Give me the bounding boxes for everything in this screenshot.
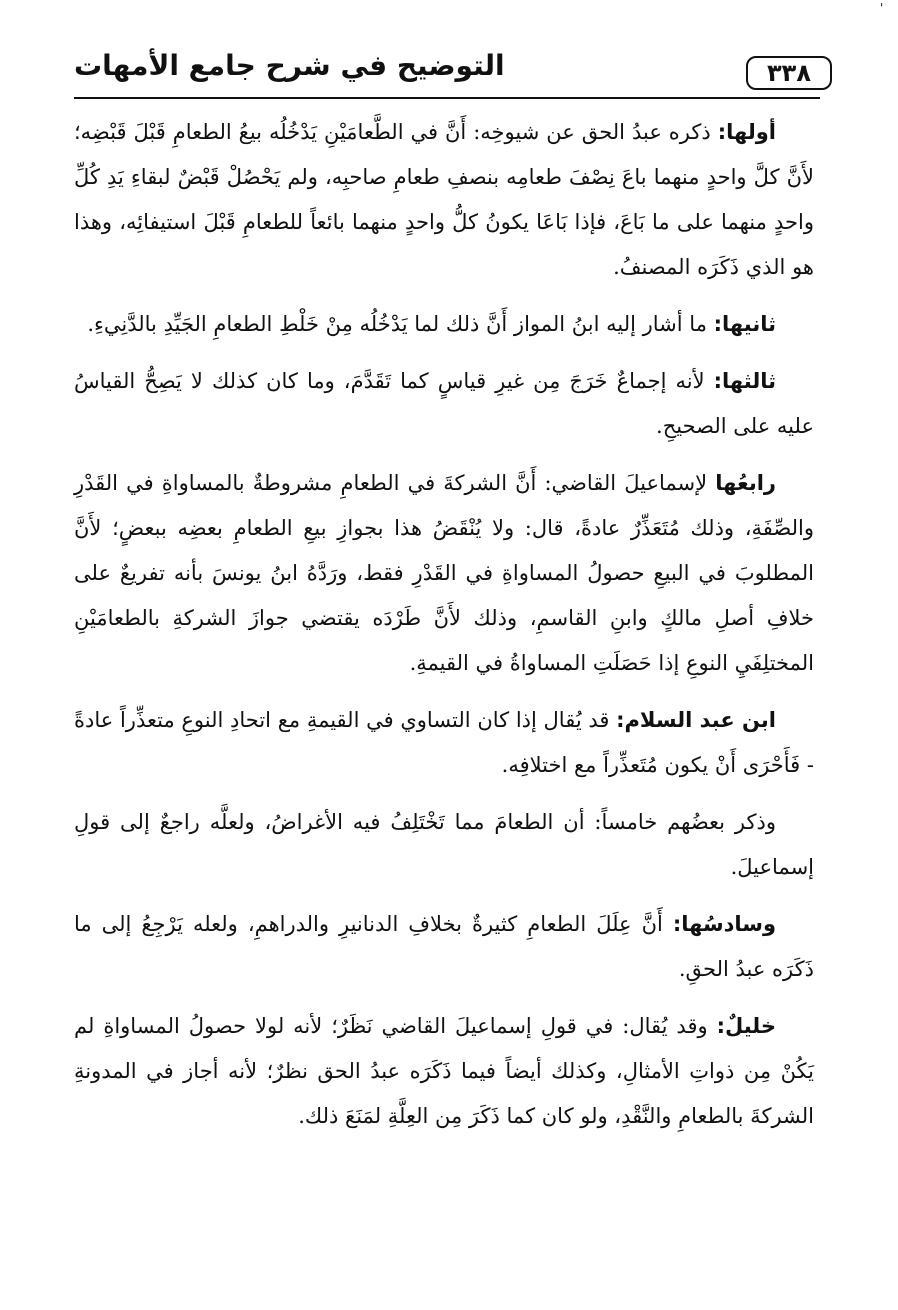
paragraph-lead: أولها: bbox=[717, 120, 776, 144]
paragraph-fifth-reason bbox=[74, 800, 814, 890]
paragraph-first-reason bbox=[74, 110, 814, 290]
page-number: ٣٣٨ bbox=[746, 56, 832, 90]
paragraph-second-reason bbox=[74, 302, 814, 347]
paragraph-text: أَنَّ عِلَلَ الطعامِ كثيرةٌ بخلافِ الدنانيرِ والدراهمِ، ولعله يَرْجِعُ إلى ما ذَكَرَه عبدُ الحقِ. bbox=[74, 912, 814, 981]
paragraph-ibn-abd-al-salam bbox=[74, 698, 814, 788]
paragraph-lead: خليلٌ: bbox=[716, 1014, 776, 1038]
paragraph-text: قد يُقال إذا كان التساوي في القيمةِ مع اتحادِ النوعِ متعذِّراً عادةً - فَأَحْرَى أَنْ يكون مُتَعذِّراً مع اختلافِه. bbox=[74, 708, 814, 777]
paragraph-text: لإسماعيلَ القاضي: أَنَّ الشركةَ في الطعامِ مشروطةٌ بالمساواةِ في القَدْرِ والصِّفَةِ، وذلك مُتَعَذِّرٌ عادةً، قال: ولا يُنْقَضُ هذا بجوازِ بيعِ الطعامِ بعضِه ببعضٍ؛ لأَنَّ المطلوبَ في البيعِ حصولُ المساواةِ في القَدْرِ فقط، ورَدَّهُ ابنُ يونسَ بأنه تفريعٌ على خلافِ أصلِ مالكٍ وابنِ القاسمِ، وذلك لأَنَّ طَرْدَه يقتضي جوازَ الشركةِ بالطعامَيْنِ المختلِفَيِ النوعِ إذا حَصَلَتِ المساواةُ في القيمةِ. bbox=[74, 471, 814, 675]
paragraph-lead: رابعُها bbox=[715, 471, 776, 495]
paragraph-text: وقد يُقال: في قولِ إسماعيلَ القاضي نَظَرٌ؛ لأنه لولا حصولُ المساواةِ لم يَكُنْ مِن ذواتِ الأمثالِ، وكذلك أيضاً فيما ذَكَرَه عبدُ الحق نظرٌ؛ لأنه أجاز في المدونةِ الشركةَ بالطعامِ والنَّقْدِ، ولو كان كما ذَكَرَ مِن العِلَّةِ لمَنَعَ ذلك. bbox=[74, 1014, 814, 1128]
paragraph-fourth-reason bbox=[74, 461, 814, 686]
header-rule bbox=[74, 97, 820, 99]
paragraph-khalil bbox=[74, 1004, 814, 1139]
text-body bbox=[74, 110, 814, 1151]
paragraph-text: لأنه إجماعٌ خَرَجَ مِن غيرِ قياسٍ كما تَقَدَّمَ، وما كان كذلك لا يَصِحُّ القياسُ عليه على الصحيحِ. bbox=[74, 369, 814, 438]
paragraph-sixth-reason bbox=[74, 902, 814, 992]
paragraph-lead: ثانيها: bbox=[713, 312, 776, 336]
paragraph-third-reason bbox=[74, 359, 814, 449]
paragraph-text: وذكر بعضُهم خامساً: أن الطعامَ مما تَخْتَلِفُ فيه الأغراضُ، ولعلَّه راجعٌ إلى قولِ إسماعيلَ. bbox=[74, 810, 814, 879]
paragraph-text: ذكره عبدُ الحق عن شيوخِه: أَنَّ في الطَّعامَيْنِ يَدْخُلُه بيعُ الطعامِ قَبْلَ قَبْضِه؛ لأَنَّ كلَّ واحدٍ منهما باعَ نِصْفَ طعامِه بنصفِ طعامِ صاحبِه، ولم يَحْصُلْ قَبْضٌ لبقاءِ يَدِ كُلِّ واحدٍ منهما على ما بَاعَ، فإذا بَاعَا يكونُ كلُّ واحدٍ منهما بائعاً للطعامِ قَبْلَ استيفائِه، وهذا هو الذي ذَكَرَه المصنفُ. bbox=[74, 120, 814, 279]
paragraph-lead: وسادسُها: bbox=[672, 912, 776, 936]
running-title: التوضيح في شرح جامع الأمهات bbox=[74, 49, 505, 82]
corner-mark: ' bbox=[880, 1, 884, 15]
paragraph-lead: ثالثها: bbox=[713, 369, 776, 393]
paragraph-text: ما أشار إليه ابنُ المواز أَنَّ ذلك لما يَدْخُلُه مِنْ خَلْطِ الطعامِ الجَيِّدِ بالدَّنِيءِ. bbox=[87, 312, 714, 336]
paragraph-lead: ابن عبد السلام: bbox=[616, 708, 776, 732]
page-header bbox=[74, 44, 816, 94]
